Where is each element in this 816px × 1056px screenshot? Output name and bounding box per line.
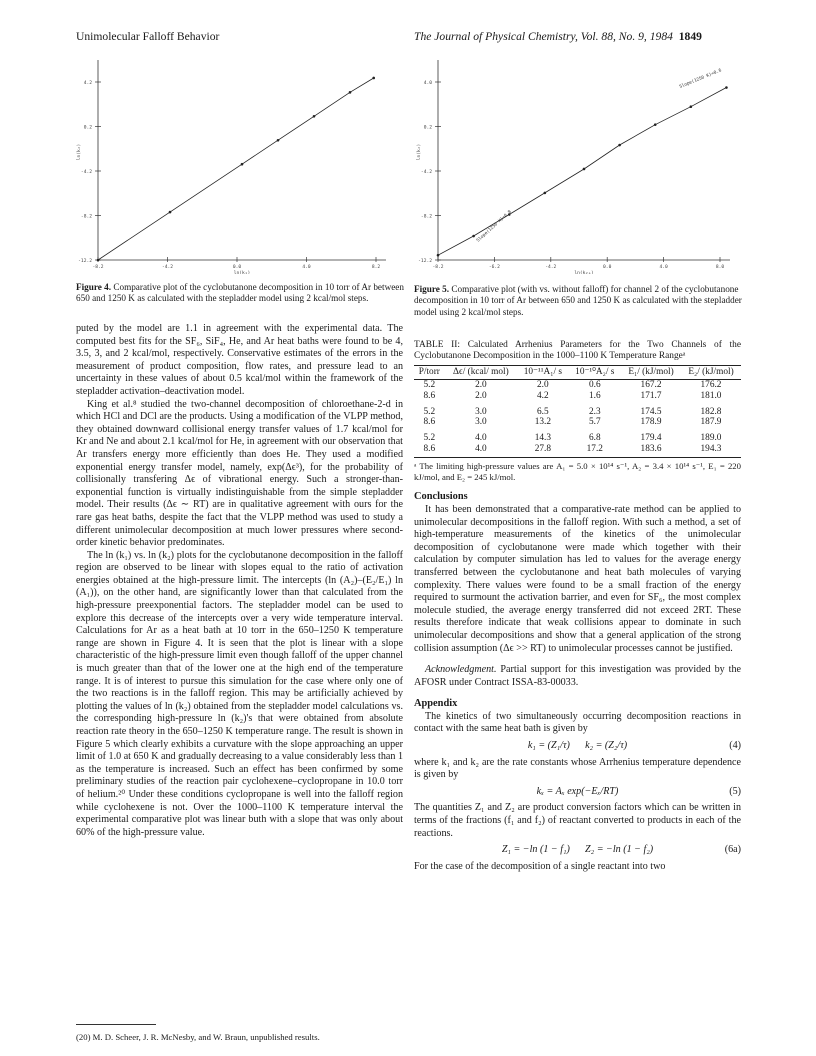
equation-5 — [414, 786, 741, 799]
y-axis-label: ln(k₂) — [77, 143, 82, 161]
table-cell: 4.0 — [475, 433, 487, 444]
equation-number: (5) — [729, 785, 741, 797]
y-axis-label: ln(k₂) — [417, 143, 422, 161]
data-point — [472, 235, 475, 238]
figure-4-label: Figure 4. — [76, 282, 112, 292]
table-cell: 2.3 — [588, 406, 601, 417]
series-line — [438, 88, 726, 256]
footnote: (20) M. D. Scheer, J. R. McNesby, and W. Braun, unpublished results. — [76, 1032, 320, 1042]
slope-annotation: Slope(1250 K)=0.6 — [678, 68, 723, 90]
data-point — [97, 259, 100, 262]
y-tick-label: -12.2 — [418, 259, 432, 264]
table-row — [414, 417, 741, 428]
data-point — [372, 77, 375, 80]
running-header-title: Unimolecular Falloff Behavior — [76, 30, 220, 43]
equation-6a — [414, 844, 741, 857]
table-cell: 178.9 — [640, 417, 662, 428]
appendix-heading: Appendix — [414, 698, 458, 710]
table-row — [414, 401, 741, 417]
table-cell: 4.0 — [475, 443, 487, 454]
equation-4-body: k₁ = (Z₁/τ) k₂ = (Z₂/τ) — [527, 740, 628, 752]
table-cell: 2.0 — [475, 390, 487, 401]
table-footnote: ᵃ The limiting high-pressure values are A₁ = 5.0 × 10¹⁴ s⁻¹, A₂ = 3.4 × 10¹⁴ s⁻¹, E₁ = 220 kJ/mol, and E₂ = 245 kJ/mol. — [414, 457, 741, 482]
x-tick-label: -8.2 — [432, 265, 444, 270]
paragraph: The quantities Z₁ and Z₂ are product conversion factors which can be written in terms of the fractions (f₁ and f₂) of reactant converted to products in each of the reactions. — [414, 802, 741, 839]
table-cell: 179.4 — [640, 433, 662, 444]
table-cell: 3.0 — [475, 417, 487, 428]
journal-citation: The Journal of Physical Chemistry, Vol. 88, No. 9, 1984 — [414, 30, 673, 43]
table-header-row — [414, 366, 741, 380]
data-point — [349, 91, 352, 94]
acknowledgment — [414, 664, 741, 689]
table-cell: 6.8 — [588, 433, 601, 444]
running-header-journal — [414, 30, 702, 43]
paragraph: puted by the model are 1.1 in agreement with the experimental data. The computed best fits for the SF₆, SiF₄, He, and Ar heat baths were found to be 4, 3.5, 3, and 2 kcal/mol, respectively. Conservative estimates of the errors in the measurement of product composition, flow rates, and pressure lead to an uncertainty in these values of about 0.5 kcal/mol within the framework of the stepladder activation–deactivation model. — [76, 323, 403, 397]
x-tick-label: 8.2 — [371, 265, 381, 270]
paragraph: The kinetics of two simultaneously occurring decomposition reactions in contact with the same heat bath is given by — [414, 710, 741, 735]
table-cell: 5.2 — [423, 380, 436, 390]
equation-5-body: kₓ = Aₓ exp(−Eₓ/RT) — [536, 785, 619, 797]
figure-5-caption-text: Comparative plot (with vs. without falloff) for channel 2 of the cyclobutanone decomposition in 10 torr of Ar between 650 and 1250 K as calculated with the stepladder model using 2 kcal/mol steps. — [414, 284, 742, 317]
table-cell: 167.2 — [640, 380, 662, 390]
table-cell: 174.5 — [640, 406, 662, 417]
paragraph: where k₁ and k₂ are the rate constants whose Arrhenius temperature dependence is given by — [414, 756, 741, 781]
table-header-cell: E₁/ (kJ/mol) — [628, 367, 674, 378]
equation-number: (6a) — [724, 844, 741, 856]
paragraph: For the case of the decomposition of a single reactant into two — [414, 860, 666, 872]
arrhenius-table — [414, 365, 741, 454]
table-cell: 171.7 — [640, 390, 662, 401]
table-header-cell: E₂/ (kJ/mol) — [688, 367, 734, 378]
equation-4 — [414, 740, 741, 753]
table-cell: 27.8 — [534, 443, 551, 454]
page-number: 1849 — [678, 30, 702, 43]
data-point — [618, 144, 621, 147]
table-cell: 8.6 — [423, 417, 436, 428]
data-point — [277, 139, 280, 142]
y-tick-label: 0.2 — [83, 125, 92, 131]
data-point — [690, 105, 693, 108]
left-column — [76, 323, 403, 839]
x-tick-label: 8.0 — [715, 265, 725, 270]
y-tick-label: 0.2 — [423, 125, 432, 131]
paragraph: It has been demonstrated that a comparative-rate method can be applied to unimolecular decompositions in the falloff region. With such a method, a set of high-temperature measurements of the kinetics of the unimolecular decomposition of cyclobutanone were made which together with their calculation by computer simulation has led to values for the average energy transferred between the cyclobutanone and heat bath molecules of varying complexity. There values were found to be a small fraction of the energy required to surmount the activation barrier, and even for SF₆, the most complex molecule studied, the average energy transferred did not exceed 2RT. These results therefore indicate that weak collisions appear to dominate in such unimolecular decompositions and show that a general application of the strong collision assumption (Δϵ >> RT) to unimolecular processes cannot be justified. — [414, 503, 741, 654]
figure-5-caption — [414, 284, 744, 318]
table-cell: 2.0 — [475, 380, 487, 390]
data-point — [313, 115, 316, 118]
x-tick-label: -4.2 — [161, 265, 174, 270]
table-cell: 14.3 — [534, 433, 551, 444]
figure-4-caption — [76, 282, 406, 305]
x-tick-label: 0.0 — [603, 265, 612, 270]
table-cell: 8.6 — [423, 443, 436, 454]
table-cell: 8.6 — [423, 390, 436, 401]
x-tick-label: 0.0 — [232, 265, 242, 270]
series-line — [98, 78, 374, 260]
x-tick-label: -4.2 — [545, 265, 557, 270]
table-row — [414, 444, 741, 455]
table-cell: 182.8 — [700, 406, 722, 417]
table-cell: 2.0 — [537, 380, 549, 390]
table-cell: 176.2 — [700, 380, 722, 390]
table-header-cell: 10⁻¹⁰A₂/ s — [575, 367, 615, 378]
y-tick-label: -12.2 — [78, 259, 92, 264]
data-point — [241, 163, 244, 166]
data-point — [583, 168, 586, 171]
table-title: TABLE II: Calculated Arrhenius Parameters for the Two Channels of the Cyclobutanone Decomposition in the 1000–1100 K Temperature Rangeᵃ — [414, 340, 741, 362]
table-cell: 3.0 — [475, 406, 487, 417]
table-cell: 183.6 — [640, 443, 662, 454]
right-column — [414, 340, 741, 873]
paragraph: The ln (k₁) vs. ln (k₂) plots for the cyclobutanone decomposition in the falloff region are observed to be linear with slopes equal to the ratio of activation energies obtained at the high-pressure limit. The intercepts (ln (A₂)–(E₂/E₁) ln (A₁)), on the other hand, are significantly lower than that calculated from the high-pressure preexponential factors. The stepladder model can be used to explore this decrease of the intercepts over a very wide temperature interval. Calculations for Ar as a heat bath at 10 torr in the 650–1250 K temperature range are shown in Figure 4. It is seen that the plot is linear with a slope characteristic of the high-pressure limit even though falloff of the upper channel is much greater than that of the lower one at the high end of the temperature range. It is of interest to pursue this simulation for the case where only one of the two reactions is in the falloff region. This may be artificially achieved by plotting the values of ln (k₂) obtained from the stepladder model calculations vs. the corresponding high-pressure ln (k₂)'s that were obtained from absolute reaction rate theory in the 650–1250 K temperature range. The result is shown in Figure 5 which clearly exhibits a curvature with the slope approaching an upper limit of 1.0 at 650 K and gradually decreasing to a value considerably less than 1 as the temperature is increased. Such an effect has been confirmed by some preliminary studies of the reaction pair cyclohexene–cyclopropane in 10.0 torr of helium.²⁰ Under these conditions cyclopropane is well into the falloff region while cyclohexene is not. Over the 1000–1100 K temperature interval the experimental comparative plot was linear buth with a slope that was only about 60% of the high-pressure value. — [76, 549, 403, 838]
y-tick-label: -4.2 — [80, 170, 92, 175]
conclusions-heading: Conclusions — [414, 491, 468, 503]
x-tick-label: 4.0 — [302, 265, 311, 270]
table-cell: 4.2 — [537, 390, 549, 401]
table-header-cell: Δϵ/ (kcal/ mol) — [453, 367, 509, 378]
table-row — [414, 391, 741, 402]
acknowledgment-text: Partial support for this investigation was provided by the AFOSR under Contract ISSA-83-00033. — [414, 664, 741, 688]
table-cell: 5.7 — [588, 417, 601, 428]
equation-number: (4) — [729, 740, 741, 752]
data-point — [437, 254, 440, 257]
x-tick-label: -6.2 — [488, 265, 500, 270]
figure-4-caption-text: Comparative plot of the cyclobutanone decomposition in 10 torr of Ar between 650 and 1250 K as calculated with the stepladder model using 2 kcal/mol steps. — [76, 282, 404, 304]
data-point — [725, 86, 728, 89]
x-tick-label: -8.2 — [92, 265, 104, 270]
data-point — [544, 192, 547, 195]
table-cell: 17.2 — [586, 443, 603, 454]
table-cell: 189.0 — [700, 433, 722, 444]
x-axis-label: ln(k₂ₐ) — [574, 271, 594, 274]
table-row — [414, 380, 741, 391]
table-cell: 181.0 — [700, 390, 722, 401]
y-tick-label: -8.2 — [420, 214, 432, 220]
data-point — [654, 123, 657, 126]
y-tick-label: 4.0 — [423, 81, 432, 86]
table-cell: 5.2 — [423, 406, 436, 417]
equation-6a-body: Z₁ = −ln (1 − f₁) Z₂ = −ln (1 − f₂) — [501, 844, 654, 856]
acknowledgment-label: Acknowledgment. — [425, 664, 497, 676]
slope-annotation: Slope(1250 K)=0.8 — [475, 209, 513, 244]
data-point — [169, 211, 172, 214]
table-cell: 194.3 — [700, 443, 722, 454]
table-header-cell: 10⁻¹¹A₁/ s — [523, 367, 562, 378]
y-tick-label: 4.2 — [83, 81, 92, 86]
table-cell: 13.2 — [534, 417, 551, 428]
figure-4-plot — [68, 52, 394, 274]
y-tick-label: -8.2 — [80, 214, 92, 220]
y-tick-label: -4.2 — [420, 170, 432, 175]
table-body — [414, 380, 741, 455]
figure-5-label: Figure 5. — [414, 284, 450, 294]
footnote-rule — [76, 1024, 156, 1025]
table-header-cell: P/torr — [418, 367, 440, 378]
x-tick-label: 4.0 — [659, 265, 668, 270]
table-cell: 187.9 — [700, 417, 722, 428]
table-cell: 6.5 — [537, 406, 549, 417]
paragraph: King et al.⁸ studied the two-channel decomposition of chloroethane-2-d in which HCl and DCl are the products. Using a modification of the VLPP method, they obtained downward collisional energy transfer values of 1.7 kcal/mol for Kr and Ne and about 2.1 kcal/mol for He, in agreement with our observation that Ar transfers energy more efficiently than does He. They used a modified exponential energy transfer model, namely, exp(Δϵ³), for the probability of collisionally transfering Δϵ of vibrational energy. Such a stronger-than-exponential function is virtually indistinguishable from the simple stepladder model. Their results (Δϵ ∼ RT) are in qualitative agreement with ours for the rare gas heat baths, despite the fact that the VLPP method was used to study a different unimolecular decomposition at much lower pressures where second-order kinetic behavior predominates. — [76, 398, 403, 549]
figure-5-plot — [408, 52, 738, 274]
table-cell: 1.6 — [588, 390, 601, 401]
table-cell: 5.2 — [423, 433, 436, 444]
x-axis-label: ln(k₁) — [233, 271, 251, 274]
table-row — [414, 428, 741, 444]
table-cell: 0.6 — [588, 380, 601, 390]
